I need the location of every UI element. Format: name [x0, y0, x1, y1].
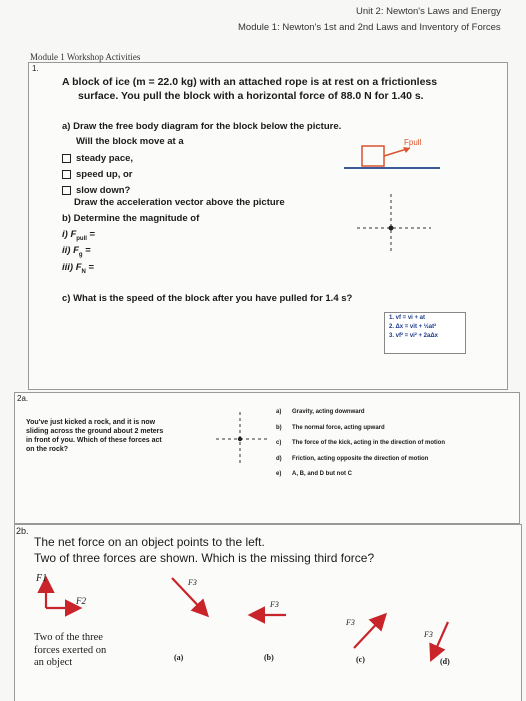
q2a-fbd-axes: [214, 410, 270, 466]
q1-part-b: b) Determine the magnitude of: [62, 213, 200, 224]
choice-a[interactable]: a) Gravity, acting downward: [276, 409, 365, 415]
q1-part-a-line2: Will the block move at a: [76, 136, 184, 147]
q1-part-a-line1: a) Draw the free body diagram for the block below the picture.: [62, 121, 342, 132]
question-2b-number: 2b.: [16, 526, 29, 536]
choice-e[interactable]: e) A, B, and D but not C: [276, 471, 352, 477]
q2b-caption: Two of the three forces exerted on an object: [34, 632, 107, 668]
question-1-number: 1.: [32, 64, 39, 73]
q1-part-c: c) What is the speed of the block after you have pulled for 1.4 s?: [62, 293, 353, 304]
force-pull-label: Fpull: [404, 138, 422, 147]
f3-label-d: F3: [424, 630, 433, 639]
checkbox-icon[interactable]: [62, 170, 71, 179]
q2a-choices: [276, 405, 445, 483]
workshop-title: Module 1 Workshop Activities: [30, 52, 141, 62]
choice-label-a[interactable]: (a): [174, 653, 184, 662]
choice-label-b[interactable]: (b): [264, 653, 274, 662]
force-item-normal: iii) $F_N$ =: [62, 262, 95, 275]
q1-part-a-line3: Draw the acceleration vector above the picture: [74, 197, 285, 208]
f3-label-a: F3: [188, 578, 197, 587]
q2b-line2: Two of three forces are shown. Which is the missing third force?: [34, 551, 375, 565]
q2b-line1: The net force on an object points to the left.: [34, 535, 265, 549]
checkbox-icon[interactable]: [62, 186, 71, 195]
fbd-axes: [355, 192, 435, 256]
checkbox-icon[interactable]: [62, 154, 71, 163]
choice-label-c[interactable]: (c): [356, 655, 365, 664]
f2-label: F2: [76, 596, 86, 606]
question-2a-number: 2a.: [17, 394, 29, 403]
option-steady-pace[interactable]: steady pace,: [62, 153, 133, 164]
option-slow-down[interactable]: slow down?: [62, 185, 130, 196]
module-title: Module 1: Newton's 1st and 2nd Laws and Inventory of Forces: [238, 22, 501, 33]
choice-d[interactable]: d) Friction, acting opposite the direction of motion: [276, 455, 429, 462]
q1-intro-line1: A block of ice (m = 22.0 kg) with an attached rope is at rest on a frictionless: [62, 76, 438, 88]
force-item-pull: i) $F_{pull}$ =: [62, 229, 96, 242]
option-speed-up[interactable]: speed up, or: [62, 169, 132, 180]
f1-label: F1: [36, 573, 48, 584]
choice-label-d[interactable]: (d): [440, 657, 450, 666]
equations-box: 1. vf = vi + at 2. Δx = vit + ½at² 3. vf² = vi² + 2aΔx: [384, 312, 466, 354]
q2a-prompt: You've just kicked a rock, and it is now sliding across the ground about 2 meters in front of you. Which of these forces act on the rock?: [26, 419, 164, 453]
f3-label-c: F3: [346, 618, 355, 627]
choice-b[interactable]: b) The normal force, acting upward: [276, 424, 385, 431]
block-pull-diagram: [340, 136, 450, 176]
choice-c[interactable]: c) The force of the kick, acting in the direction of motion: [276, 440, 446, 446]
f3-label-b: F3: [270, 600, 279, 609]
q1-intro-line2: surface. You pull the block with a horizontal force of 88.0 N for 1.40 s.: [78, 90, 424, 102]
force-item-gravity: ii) $F_g$ =: [62, 245, 91, 258]
unit-title: Unit 2: Newton's Laws and Energy: [356, 6, 501, 17]
